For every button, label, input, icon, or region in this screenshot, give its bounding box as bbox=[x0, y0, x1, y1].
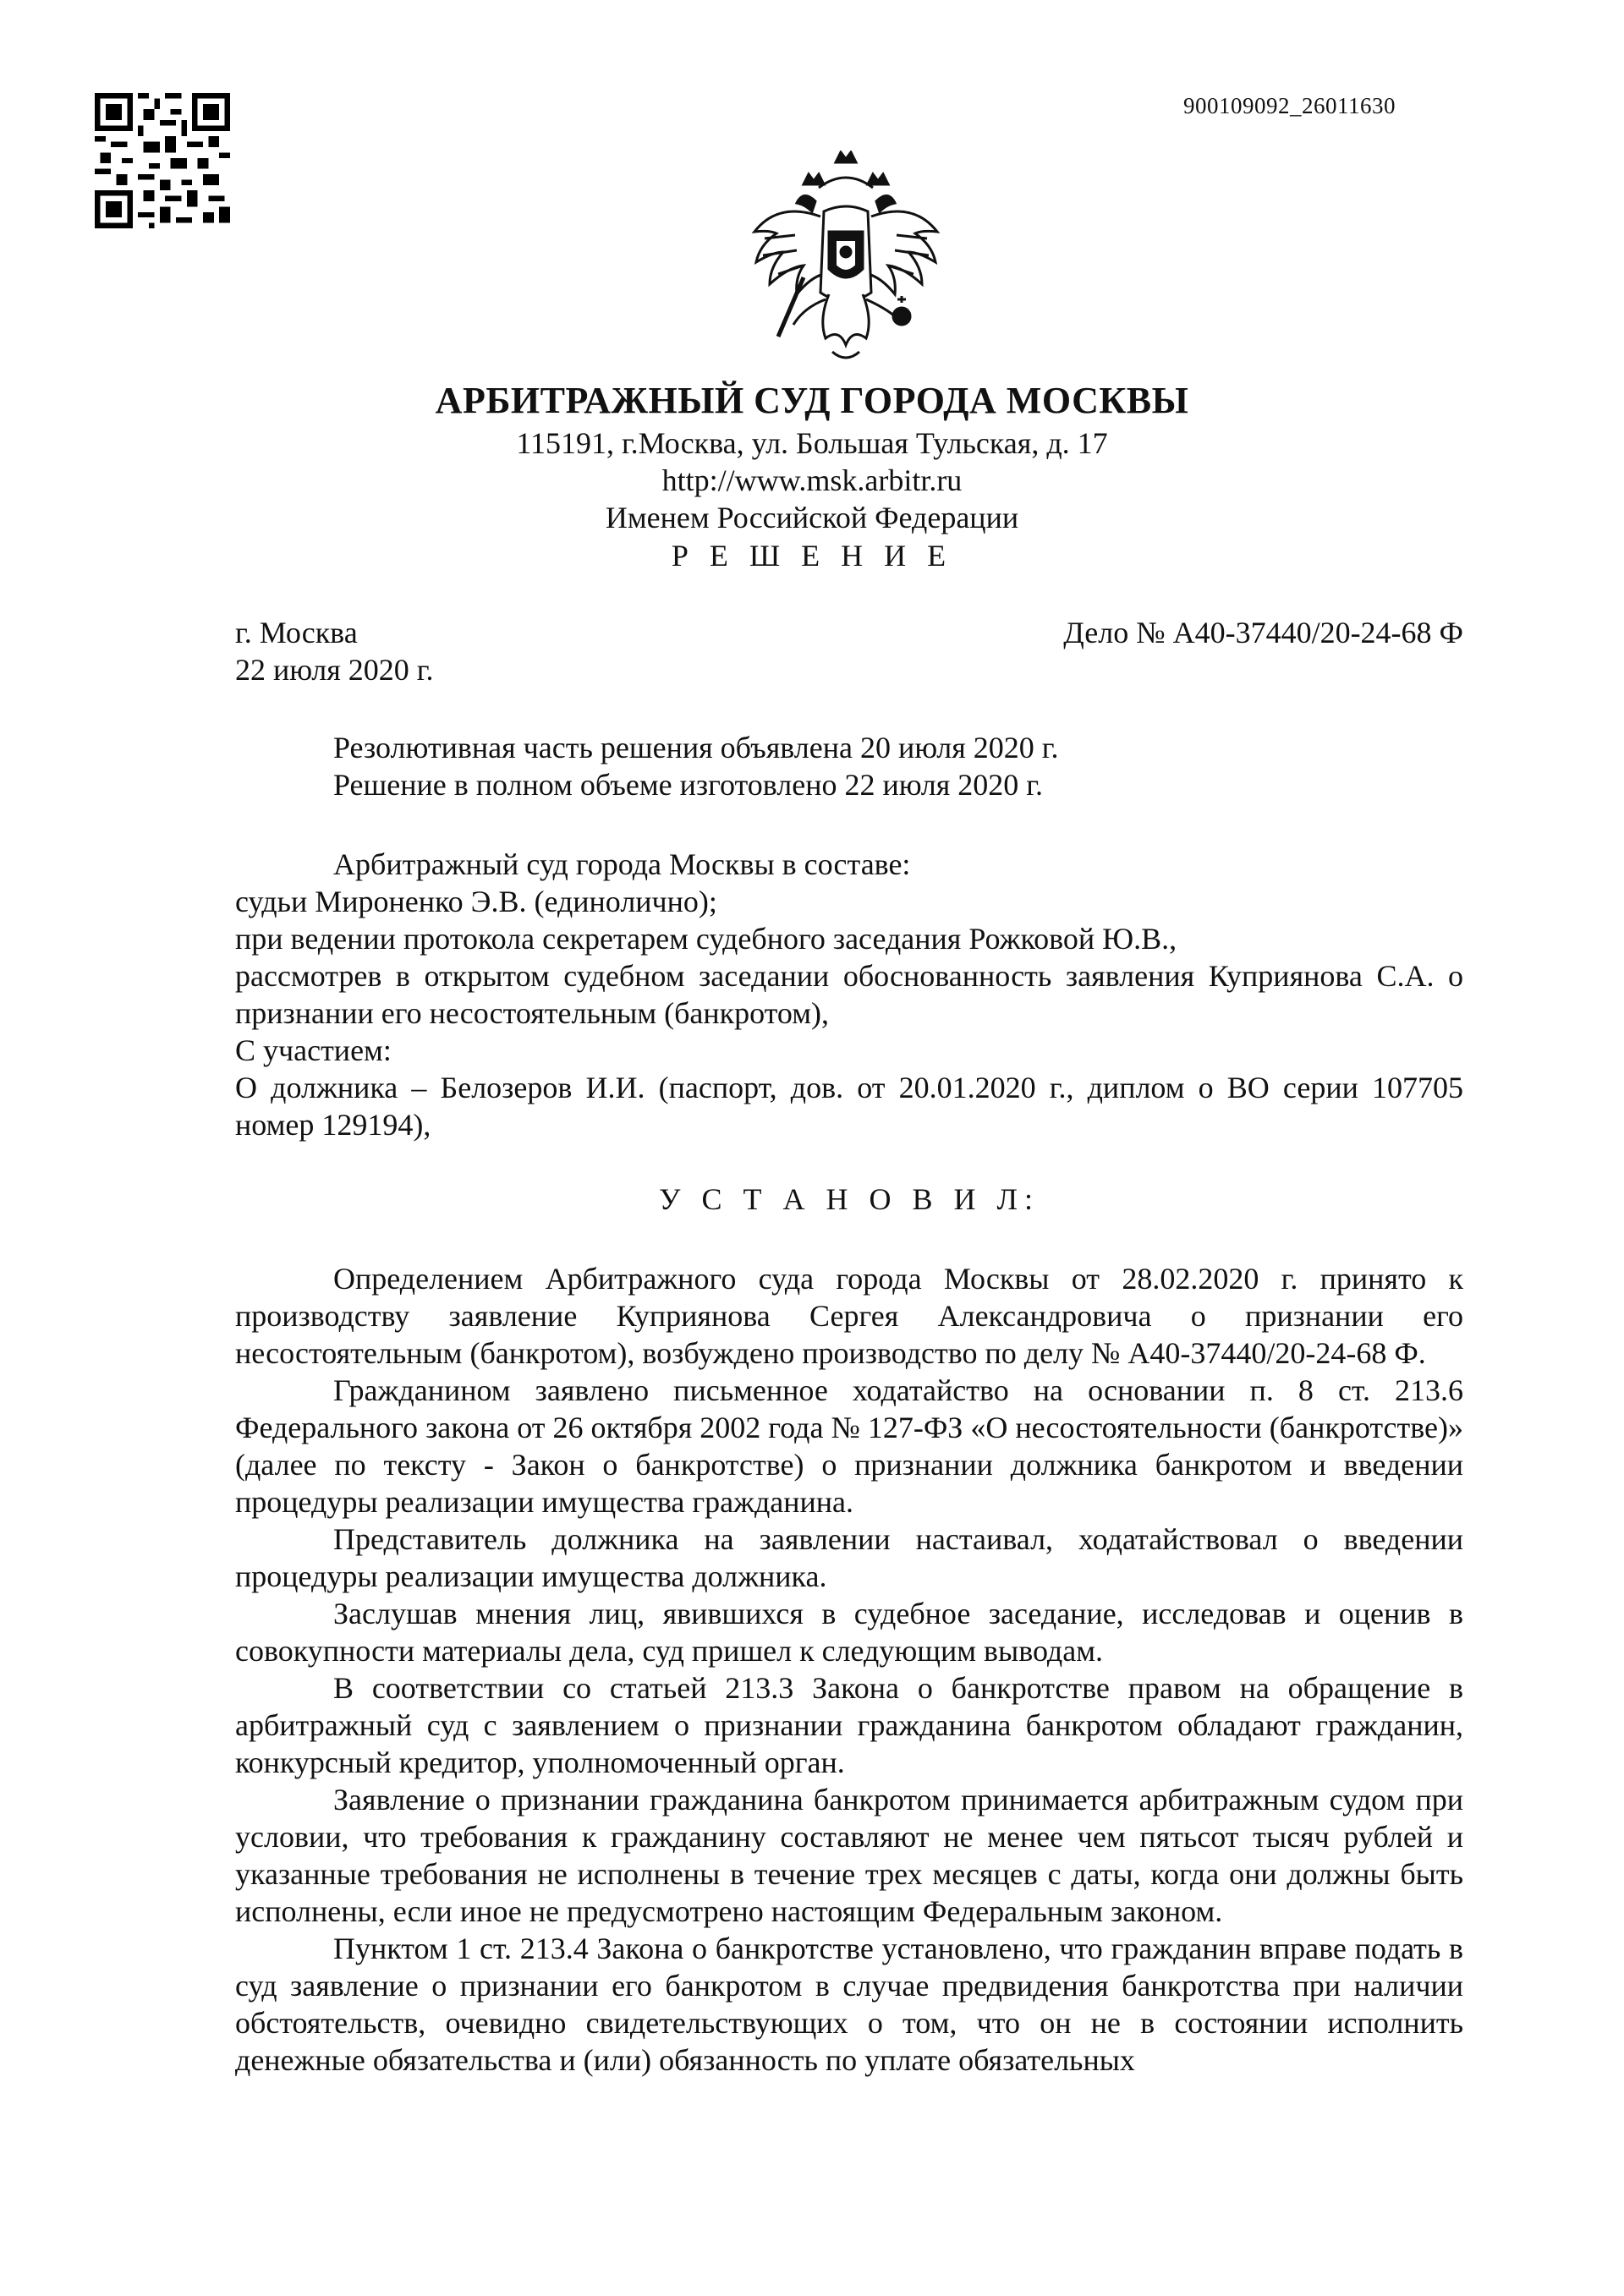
paragraph: Определением Арбитражного суда города Москвы от 28.02.2020 г. принято к производству заявление Куприянова Сергея Александровича о признании его несостоятельным (банкротом), возбуждено производство по делу № А40-37440/20-24-68 Ф. bbox=[235, 1262, 1463, 1370]
paragraph: Гражданином заявлено письменное ходатайство на основании п. 8 ст. 213.6 Федерального закона от 26 октября 2002 года № 127-ФЗ «О несостоятельности (банкротстве)» (далее по тексту - Закон о банкротстве) о признании должника банкротом и введении процедуры реализации имущества гражданина. bbox=[235, 1373, 1463, 1519]
composition-line-6: О должника – Белозеров И.И. (паспорт, дов. от 20.01.2020 г., диплом о ВО серии 107705 номер 129194), bbox=[235, 1071, 1463, 1142]
announcement-line-2: Решение в полном объеме изготовлено 22 июля 2020 г. bbox=[333, 768, 1043, 802]
court-address: 115191, г.Москва, ул. Большая Тульская, д. 17 bbox=[516, 426, 1108, 460]
composition-line-2: судьи Мироненко Э.В. (единолично); bbox=[235, 885, 717, 918]
established-block bbox=[235, 1181, 1463, 2079]
court-header bbox=[0, 377, 1624, 575]
composition-line-3: при ведении протокола секретарем судебного заседания Рожковой Ю.В., bbox=[235, 922, 1177, 956]
paragraph: В соответствии со статьей 213.3 Закона о банкротстве правом на обращение в арбитражный суд с заявлением о признании гражданина банкротом обладают гражданин, конкурсный кредитор, уполномоченный орган. bbox=[235, 1671, 1463, 1779]
paragraph: Заслушав мнения лиц, явившихся в судебное заседание, исследовав и оценив в совокупности материалы дела, суд пришел к следующим выводам. bbox=[235, 1597, 1463, 1668]
document-id: 900109092_26011630 bbox=[1183, 93, 1396, 118]
paragraph: Представитель должника на заявлении настаивал, ходатайствовал о введении процедуры реализации имущества должника. bbox=[235, 1522, 1463, 1593]
qr-code-icon bbox=[95, 93, 230, 228]
composition-line-5: С участием: bbox=[235, 1033, 392, 1067]
composition-block bbox=[235, 846, 1463, 1143]
city-date-block bbox=[235, 614, 434, 688]
paragraph: Заявление о признании гражданина банкротом принимается арбитражным судом при условии, что требования к гражданину составляют не менее чем пятьсот тысяч рублей и указанные требования не исполнены в течение трех месяцев с даты, когда они должны быть исполнены, если иное не предусмотрено настоящим Федеральным законом. bbox=[235, 1783, 1463, 1928]
announcement-line-1: Резолютивная часть решения объявлена 20 июля 2020 г. bbox=[333, 731, 1059, 764]
coat-of-arms-icon bbox=[744, 151, 947, 372]
composition-line-4: рассмотрев в открытом судебном заседании обоснованность заявления Куприянова С.А. о признании его несостоятельным (банкротом), bbox=[235, 959, 1463, 1030]
city: г. Москва bbox=[235, 616, 358, 649]
composition-line-1: Арбитражный суд города Москвы в составе: bbox=[333, 847, 911, 881]
in-name-of: Именем Российской Федерации bbox=[605, 501, 1019, 534]
case-number: Дело № А40-37440/20-24-68 Ф bbox=[1063, 616, 1463, 649]
court-name: АРБИТРАЖНЫЙ СУД ГОРОДА МОСКВЫ bbox=[435, 380, 1189, 421]
decision-date: 22 июля 2020 г. bbox=[235, 653, 434, 687]
decision-title: Р Е Ш Е Н И Е bbox=[671, 539, 953, 573]
meta-row bbox=[235, 614, 1463, 690]
court-website: http://www.msk.arbitr.ru bbox=[661, 463, 963, 497]
paragraph: Пунктом 1 ст. 213.4 Закона о банкротстве установлено, что гражданин вправе подать в суд заявление о признании его банкротом в случае предвидения банкротства при наличии обстоятельств, очевидно свидетельствующих о том, что он не в состоянии исполнить денежные обязательства и (или) обязанность по уплате обязательных bbox=[235, 1932, 1463, 2077]
announcement-block bbox=[235, 729, 1463, 803]
established-title: У С Т А Н О В И Л: bbox=[659, 1182, 1040, 1216]
